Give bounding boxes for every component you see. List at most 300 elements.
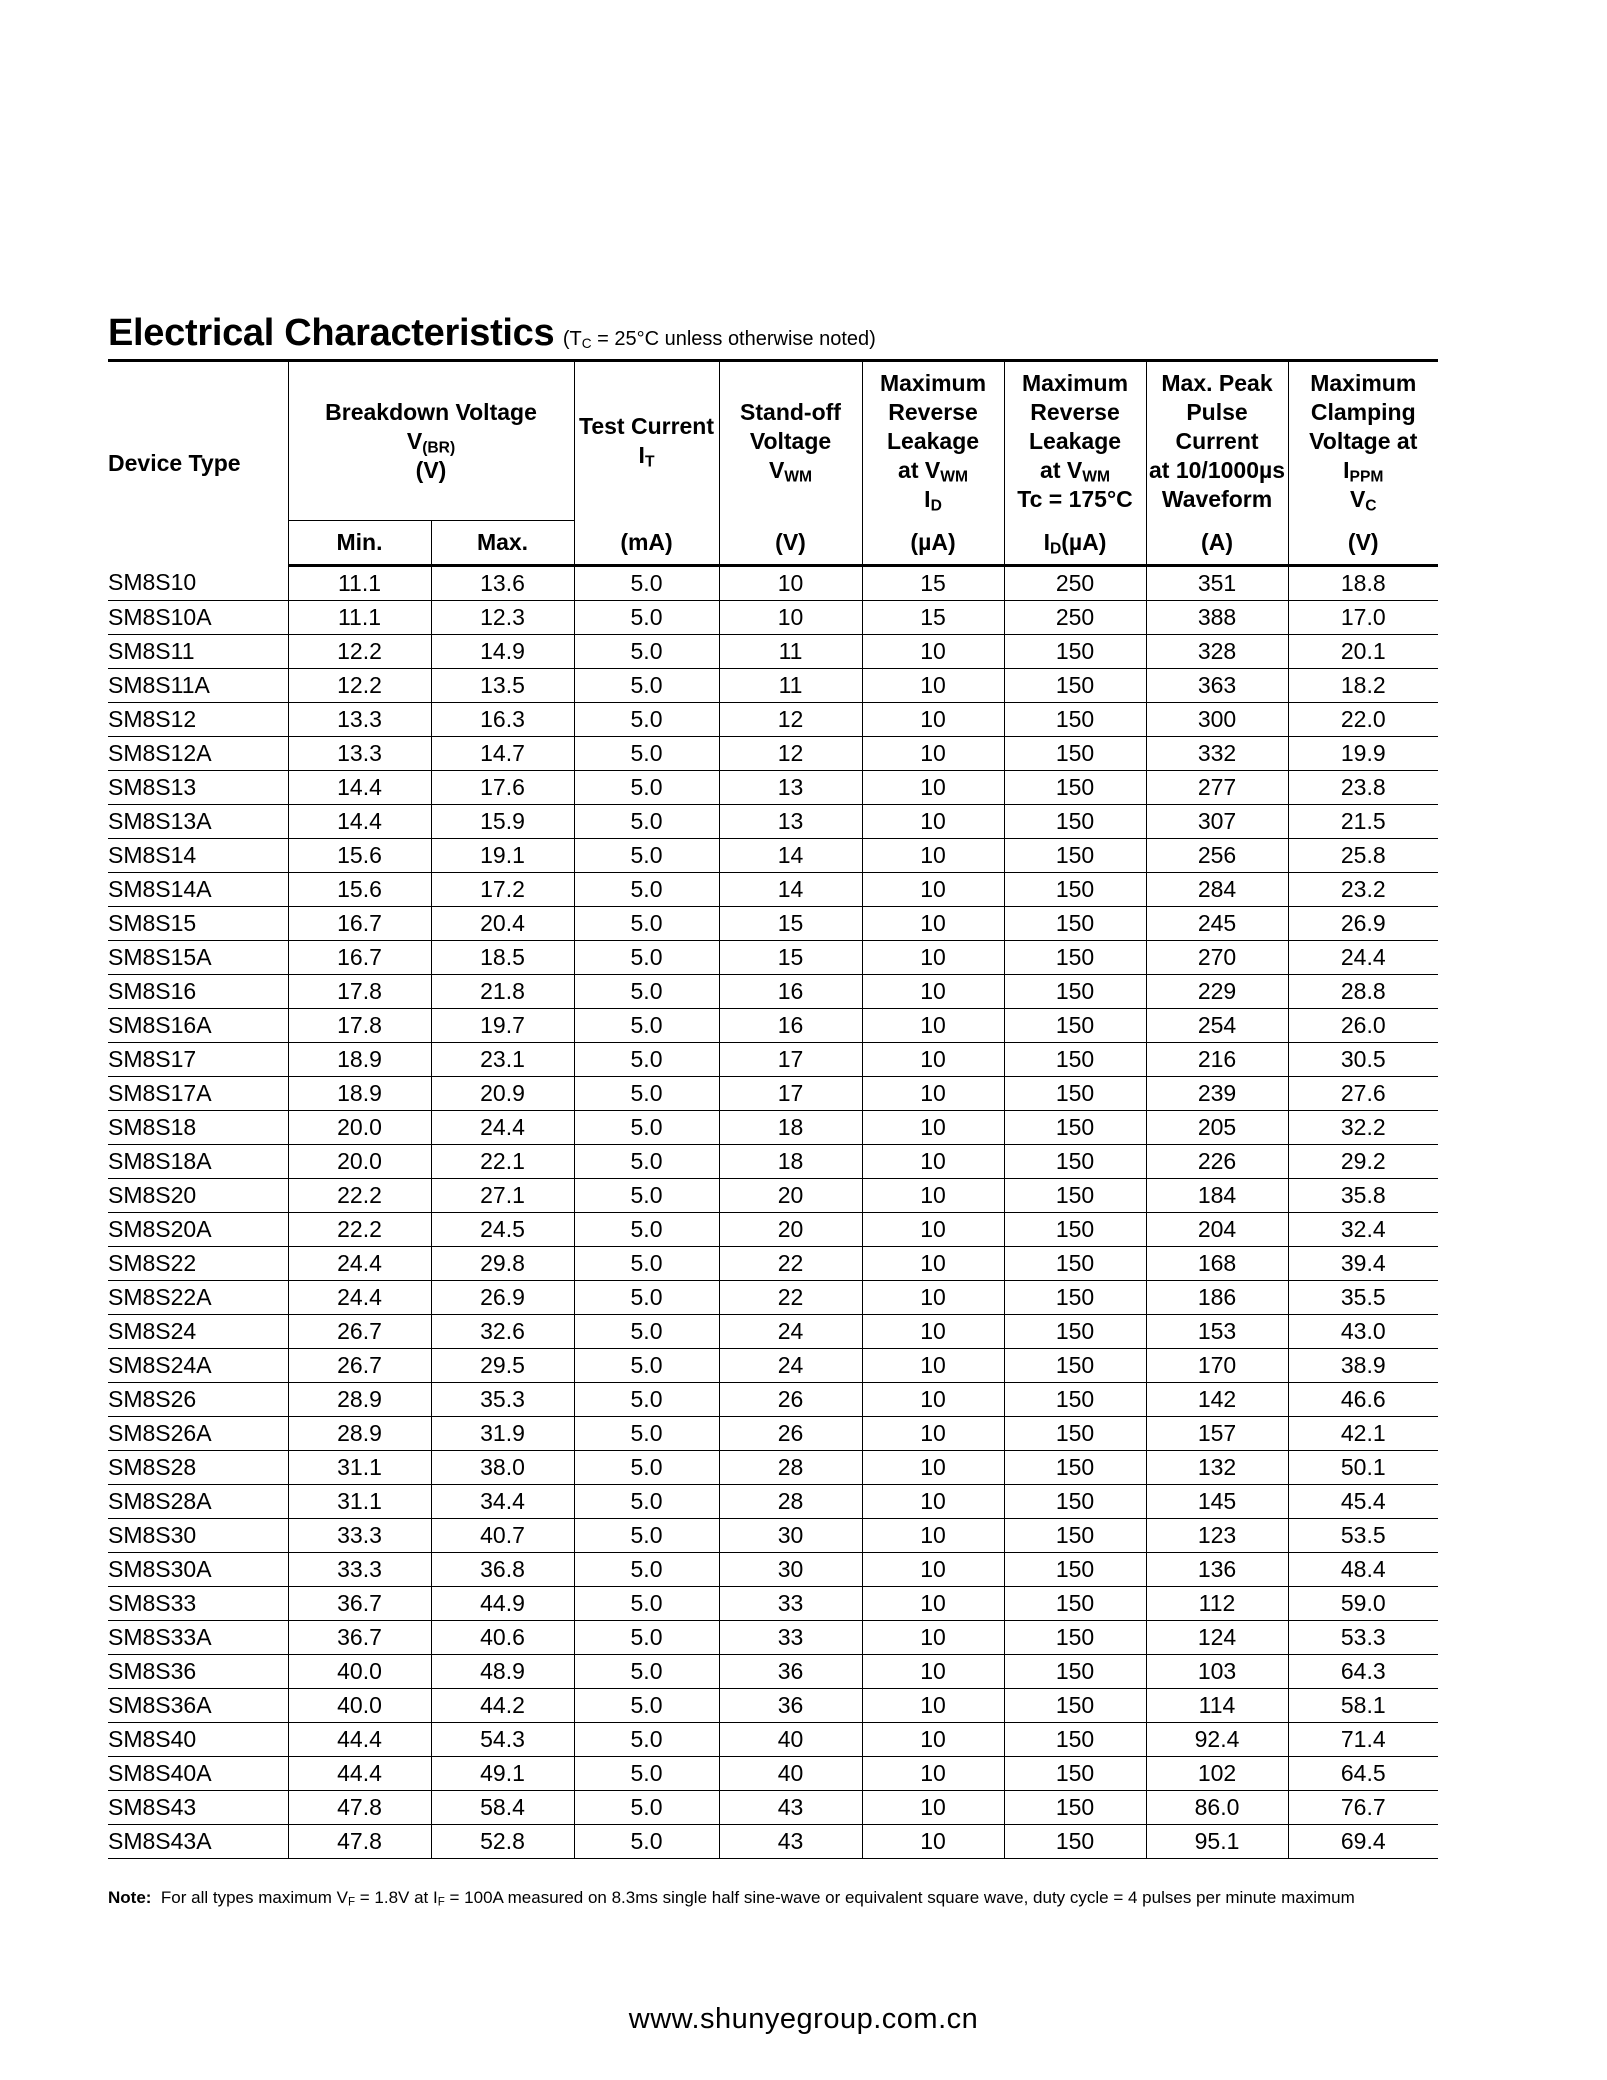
cell-vbr-min: 33.3: [288, 1519, 431, 1553]
cell-vbr-max: 20.9: [431, 1077, 574, 1111]
cell-vbr-min: 13.3: [288, 737, 431, 771]
table-row: [108, 1791, 1438, 1825]
cell-peak-current: 205: [1146, 1111, 1288, 1145]
header-text: Voltage: [749, 427, 832, 454]
cell-vbr-min: 16.7: [288, 907, 431, 941]
cell-leakage-hot: 150: [1004, 1417, 1146, 1451]
cell-device-type: SM8S43: [108, 1791, 288, 1825]
cell-leakage: 10: [862, 1621, 1004, 1655]
cell-test-current: 5.0: [574, 805, 719, 839]
cell-test-current: 5.0: [574, 703, 719, 737]
cell-standoff-voltage: 36: [719, 1689, 862, 1723]
cell-leakage-hot: 150: [1004, 703, 1146, 737]
cell-test-current: 5.0: [574, 737, 719, 771]
cell-device-type: SM8S40A: [108, 1757, 288, 1791]
cell-vbr-min: 47.8: [288, 1791, 431, 1825]
cell-vbr-max: 40.7: [431, 1519, 574, 1553]
electrical-characteristics-table: [108, 359, 1438, 1859]
table-row: [108, 1247, 1438, 1281]
cell-standoff-voltage: 13: [719, 805, 862, 839]
cell-leakage: 10: [862, 1247, 1004, 1281]
cell-peak-current: 332: [1146, 737, 1288, 771]
cell-leakage: 10: [862, 669, 1004, 703]
cell-standoff-voltage: 28: [719, 1451, 862, 1485]
cell-device-type: SM8S11: [108, 635, 288, 669]
cell-clamping-voltage: 39.4: [1288, 1247, 1438, 1281]
cell-vbr-max: 20.4: [431, 907, 574, 941]
cell-test-current: 5.0: [574, 1417, 719, 1451]
cell-leakage-hot: 150: [1004, 737, 1146, 771]
cell-leakage-hot: 150: [1004, 1383, 1146, 1417]
cell-peak-current: 351: [1146, 566, 1288, 601]
cell-leakage-hot: 150: [1004, 1757, 1146, 1791]
header-text: Breakdown Voltage: [325, 398, 537, 425]
cell-vbr-min: 17.8: [288, 975, 431, 1009]
cell-leakage-hot: 150: [1004, 1077, 1146, 1111]
cell-vbr-max: 13.5: [431, 669, 574, 703]
header-text: Reverse: [1030, 398, 1120, 425]
cell-device-type: SM8S15A: [108, 941, 288, 975]
cell-device-type: SM8S20: [108, 1179, 288, 1213]
cell-test-current: 5.0: [574, 1383, 719, 1417]
cell-clamping-voltage: 18.8: [1288, 566, 1438, 601]
cell-vbr-min: 12.2: [288, 669, 431, 703]
cell-peak-current: 170: [1146, 1349, 1288, 1383]
cell-peak-current: 216: [1146, 1043, 1288, 1077]
cell-leakage-hot: 150: [1004, 1655, 1146, 1689]
table-row: [108, 771, 1438, 805]
cell-clamping-voltage: 43.0: [1288, 1315, 1438, 1349]
cell-vbr-min: 40.0: [288, 1655, 431, 1689]
cell-leakage-hot: 150: [1004, 1519, 1146, 1553]
cell-standoff-voltage: 16: [719, 1009, 862, 1043]
cell-leakage-hot: 150: [1004, 1179, 1146, 1213]
cell-clamping-voltage: 59.0: [1288, 1587, 1438, 1621]
cell-test-current: 5.0: [574, 975, 719, 1009]
cell-peak-current: 102: [1146, 1757, 1288, 1791]
cell-leakage-hot: 150: [1004, 1111, 1146, 1145]
cell-vbr-max: 58.4: [431, 1791, 574, 1825]
cell-leakage: 10: [862, 1043, 1004, 1077]
cell-leakage: 10: [862, 703, 1004, 737]
table-row: [108, 669, 1438, 703]
cell-standoff-voltage: 28: [719, 1485, 862, 1519]
cell-device-type: SM8S16: [108, 975, 288, 1009]
cell-leakage-hot: 150: [1004, 1689, 1146, 1723]
cell-standoff-voltage: 36: [719, 1655, 862, 1689]
cell-vbr-min: 12.2: [288, 635, 431, 669]
cell-device-type: SM8S36: [108, 1655, 288, 1689]
cell-test-current: 5.0: [574, 1825, 719, 1859]
cell-test-current: 5.0: [574, 601, 719, 635]
cell-clamping-voltage: 46.6: [1288, 1383, 1438, 1417]
cell-device-type: SM8S12A: [108, 737, 288, 771]
unit-test-current: (mA): [574, 521, 719, 566]
cell-peak-current: 307: [1146, 805, 1288, 839]
cell-clamping-voltage: 32.4: [1288, 1213, 1438, 1247]
table-row: [108, 805, 1438, 839]
cell-vbr-min: 40.0: [288, 1689, 431, 1723]
cell-standoff-voltage: 22: [719, 1281, 862, 1315]
footer-website-url: www.shunyegroup.com.cn: [628, 2003, 979, 2035]
cell-vbr-max: 32.6: [431, 1315, 574, 1349]
cell-device-type: SM8S26A: [108, 1417, 288, 1451]
cell-test-current: 5.0: [574, 1179, 719, 1213]
cell-test-current: 5.0: [574, 1553, 719, 1587]
cell-standoff-voltage: 17: [719, 1077, 862, 1111]
cell-device-type: SM8S13A: [108, 805, 288, 839]
cell-vbr-min: 24.4: [288, 1281, 431, 1315]
cell-vbr-min: 17.8: [288, 1009, 431, 1043]
cell-device-type: SM8S24: [108, 1315, 288, 1349]
cell-vbr-min: 20.0: [288, 1145, 431, 1179]
cell-leakage: 10: [862, 635, 1004, 669]
note-subscript: F: [347, 1896, 356, 1909]
cell-test-current: 5.0: [574, 1145, 719, 1179]
cell-leakage: 10: [862, 737, 1004, 771]
header-text: Leakage: [886, 427, 980, 454]
table-row: [108, 1349, 1438, 1383]
cell-leakage: 10: [862, 1689, 1004, 1723]
cell-peak-current: 112: [1146, 1587, 1288, 1621]
cell-vbr-min: 33.3: [288, 1553, 431, 1587]
unit-max: Max.: [431, 521, 574, 566]
table-row: [108, 907, 1438, 941]
header-reverse-leakage: [862, 361, 1004, 521]
cell-vbr-min: 24.4: [288, 1247, 431, 1281]
unit-leakage: (µA): [862, 521, 1004, 566]
cell-vbr-max: 24.5: [431, 1213, 574, 1247]
cell-vbr-min: 47.8: [288, 1825, 431, 1859]
condition-text-rest: = 25°C unless otherwise noted): [591, 328, 876, 350]
note-text: = 100A measured on 8.3ms single half sine-wave or equivalent square wave, duty cycle = 4 pulses per minute maximum: [444, 1888, 1355, 1907]
header-text: Reverse: [888, 398, 978, 425]
cell-vbr-min: 44.4: [288, 1757, 431, 1791]
cell-clamping-voltage: 19.9: [1288, 737, 1438, 771]
cell-vbr-max: 49.1: [431, 1757, 574, 1791]
cell-vbr-min: 28.9: [288, 1383, 431, 1417]
table-row: [108, 1281, 1438, 1315]
table-row: [108, 1451, 1438, 1485]
section-heading: [108, 312, 1438, 355]
cell-peak-current: 124: [1146, 1621, 1288, 1655]
note-text: = 1.8V at I: [355, 1888, 438, 1907]
table-row: [108, 1383, 1438, 1417]
cell-test-current: 5.0: [574, 1009, 719, 1043]
header-symbol: $I_T$: [638, 442, 655, 471]
cell-peak-current: 186: [1146, 1281, 1288, 1315]
cell-device-type: SM8S33A: [108, 1621, 288, 1655]
cell-standoff-voltage: 30: [719, 1519, 862, 1553]
cell-leakage-hot: 150: [1004, 1247, 1146, 1281]
cell-peak-current: 184: [1146, 1179, 1288, 1213]
cell-vbr-min: 15.6: [288, 839, 431, 873]
cell-leakage: 10: [862, 1553, 1004, 1587]
cell-vbr-max: 29.8: [431, 1247, 574, 1281]
cell-test-current: 5.0: [574, 1451, 719, 1485]
cell-clamping-voltage: 35.5: [1288, 1281, 1438, 1315]
header-unit: (V): [415, 456, 447, 483]
cell-device-type: SM8S14A: [108, 873, 288, 907]
cell-vbr-max: 24.4: [431, 1111, 574, 1145]
cell-leakage: 10: [862, 771, 1004, 805]
cell-clamping-voltage: 64.5: [1288, 1757, 1438, 1791]
cell-peak-current: 239: [1146, 1077, 1288, 1111]
cell-test-current: 5.0: [574, 635, 719, 669]
table-row: [108, 601, 1438, 635]
cell-clamping-voltage: 38.9: [1288, 1349, 1438, 1383]
cell-standoff-voltage: 15: [719, 941, 862, 975]
cell-vbr-min: 22.2: [288, 1179, 431, 1213]
cell-vbr-max: 36.8: [431, 1553, 574, 1587]
cell-standoff-voltage: 24: [719, 1349, 862, 1383]
cell-vbr-max: 34.4: [431, 1485, 574, 1519]
cell-peak-current: 132: [1146, 1451, 1288, 1485]
cell-clamping-voltage: 28.8: [1288, 975, 1438, 1009]
cell-vbr-max: 29.5: [431, 1349, 574, 1383]
cell-device-type: SM8S22: [108, 1247, 288, 1281]
cell-clamping-voltage: 25.8: [1288, 839, 1438, 873]
cell-peak-current: 277: [1146, 771, 1288, 805]
cell-device-type: SM8S28: [108, 1451, 288, 1485]
cell-test-current: 5.0: [574, 1043, 719, 1077]
cell-peak-current: 123: [1146, 1519, 1288, 1553]
cell-standoff-voltage: 26: [719, 1417, 862, 1451]
cell-vbr-min: 31.1: [288, 1451, 431, 1485]
cell-leakage: 10: [862, 839, 1004, 873]
header-text: at $V_{WM}$: [898, 456, 968, 486]
cell-vbr-max: 21.8: [431, 975, 574, 1009]
cell-vbr-min: 11.1: [288, 601, 431, 635]
cell-standoff-voltage: 12: [719, 737, 862, 771]
cell-device-type: SM8S20A: [108, 1213, 288, 1247]
header-text: Pulse: [1186, 398, 1248, 425]
cell-peak-current: 254: [1146, 1009, 1288, 1043]
cell-device-type: SM8S30A: [108, 1553, 288, 1587]
cell-standoff-voltage: 43: [719, 1825, 862, 1859]
cell-vbr-max: 52.8: [431, 1825, 574, 1859]
header-text: Waveform: [1161, 485, 1273, 512]
cell-clamping-voltage: 53.5: [1288, 1519, 1438, 1553]
cell-clamping-voltage: 53.3: [1288, 1621, 1438, 1655]
cell-test-current: 5.0: [574, 1281, 719, 1315]
table-row: [108, 1077, 1438, 1111]
cell-clamping-voltage: 21.5: [1288, 805, 1438, 839]
footnote: [108, 1888, 1355, 1908]
cell-leakage-hot: 150: [1004, 1485, 1146, 1519]
cell-leakage: 10: [862, 1077, 1004, 1111]
cell-standoff-voltage: 20: [719, 1179, 862, 1213]
cell-vbr-max: 17.2: [431, 873, 574, 907]
cell-vbr-min: 36.7: [288, 1621, 431, 1655]
cell-vbr-max: 23.1: [431, 1043, 574, 1077]
cell-standoff-voltage: 14: [719, 873, 862, 907]
cell-leakage-hot: 250: [1004, 601, 1146, 635]
cell-test-current: 5.0: [574, 1247, 719, 1281]
cell-leakage-hot: 150: [1004, 805, 1146, 839]
cell-test-current: 5.0: [574, 1519, 719, 1553]
cell-test-current: 5.0: [574, 566, 719, 601]
unit-standoff: (V): [719, 521, 862, 566]
cell-leakage-hot: 150: [1004, 1349, 1146, 1383]
table-row: [108, 1485, 1438, 1519]
cell-peak-current: 157: [1146, 1417, 1288, 1451]
header-clamping-voltage: [1288, 361, 1438, 521]
header-text: Current: [1175, 427, 1259, 454]
cell-leakage: 15: [862, 566, 1004, 601]
cell-leakage-hot: 150: [1004, 1791, 1146, 1825]
cell-clamping-voltage: 50.1: [1288, 1451, 1438, 1485]
cell-clamping-voltage: 48.4: [1288, 1553, 1438, 1587]
cell-standoff-voltage: 33: [719, 1621, 862, 1655]
cell-device-type: SM8S33: [108, 1587, 288, 1621]
cell-leakage-hot: 150: [1004, 771, 1146, 805]
cell-vbr-min: 20.0: [288, 1111, 431, 1145]
cell-leakage-hot: 150: [1004, 1315, 1146, 1349]
cell-standoff-voltage: 13: [719, 771, 862, 805]
cell-clamping-voltage: 69.4: [1288, 1825, 1438, 1859]
cell-vbr-max: 54.3: [431, 1723, 574, 1757]
cell-standoff-voltage: 17: [719, 1043, 862, 1077]
cell-vbr-max: 35.3: [431, 1383, 574, 1417]
table-row: [108, 1621, 1438, 1655]
cell-leakage: 10: [862, 1723, 1004, 1757]
cell-peak-current: 229: [1146, 975, 1288, 1009]
cell-clamping-voltage: 76.7: [1288, 1791, 1438, 1825]
cell-test-current: 5.0: [574, 1587, 719, 1621]
cell-test-current: 5.0: [574, 873, 719, 907]
header-text: at $V_{WM}$: [1040, 456, 1110, 486]
cell-device-type: SM8S24A: [108, 1349, 288, 1383]
header-peak-pulse-current: [1146, 361, 1288, 521]
cell-clamping-voltage: 27.6: [1288, 1077, 1438, 1111]
cell-leakage: 10: [862, 1009, 1004, 1043]
cell-vbr-max: 14.7: [431, 737, 574, 771]
table-row: [108, 1417, 1438, 1451]
cell-clamping-voltage: 30.5: [1288, 1043, 1438, 1077]
cell-device-type: SM8S12: [108, 703, 288, 737]
header-text: at 10/1000µs: [1149, 456, 1286, 483]
cell-leakage-hot: 150: [1004, 1281, 1146, 1315]
cell-leakage-hot: 150: [1004, 1825, 1146, 1859]
cell-vbr-max: 14.9: [431, 635, 574, 669]
cell-clamping-voltage: 71.4: [1288, 1723, 1438, 1757]
header-symbol: $I_D$: [924, 485, 942, 515]
cell-device-type: SM8S10: [108, 566, 288, 601]
cell-leakage-hot: 150: [1004, 1213, 1146, 1247]
cell-device-type: SM8S17: [108, 1043, 288, 1077]
table-row: [108, 1043, 1438, 1077]
cell-peak-current: 256: [1146, 839, 1288, 873]
cell-vbr-max: 48.9: [431, 1655, 574, 1689]
cell-test-current: 5.0: [574, 907, 719, 941]
cell-leakage: 10: [862, 1179, 1004, 1213]
cell-clamping-voltage: 22.0: [1288, 703, 1438, 737]
cell-vbr-max: 19.7: [431, 1009, 574, 1043]
cell-vbr-min: 26.7: [288, 1349, 431, 1383]
cell-peak-current: 270: [1146, 941, 1288, 975]
cell-leakage: 10: [862, 1315, 1004, 1349]
cell-standoff-voltage: 18: [719, 1111, 862, 1145]
cell-vbr-min: 18.9: [288, 1077, 431, 1111]
cell-test-current: 5.0: [574, 1315, 719, 1349]
table-row: [108, 1723, 1438, 1757]
cell-leakage: 10: [862, 805, 1004, 839]
cell-test-current: 5.0: [574, 1757, 719, 1791]
cell-peak-current: 168: [1146, 1247, 1288, 1281]
cell-vbr-max: 22.1: [431, 1145, 574, 1179]
cell-leakage-hot: 150: [1004, 1723, 1146, 1757]
cell-device-type: SM8S10A: [108, 601, 288, 635]
cell-vbr-max: 44.2: [431, 1689, 574, 1723]
condition-subscript: C: [581, 335, 592, 351]
unit-peak-current: (A): [1146, 521, 1288, 566]
cell-test-current: 5.0: [574, 941, 719, 975]
cell-vbr-min: 26.7: [288, 1315, 431, 1349]
table-row: [108, 1315, 1438, 1349]
cell-leakage: 10: [862, 941, 1004, 975]
cell-standoff-voltage: 30: [719, 1553, 862, 1587]
cell-standoff-voltage: 43: [719, 1791, 862, 1825]
cell-standoff-voltage: 11: [719, 635, 862, 669]
cell-peak-current: 145: [1146, 1485, 1288, 1519]
cell-test-current: 5.0: [574, 1485, 719, 1519]
cell-vbr-min: 28.9: [288, 1417, 431, 1451]
cell-leakage-hot: 150: [1004, 1553, 1146, 1587]
cell-peak-current: 95.1: [1146, 1825, 1288, 1859]
table-row: [108, 1519, 1438, 1553]
table-row: [108, 566, 1438, 601]
cell-test-current: 5.0: [574, 1621, 719, 1655]
cell-leakage: 10: [862, 1757, 1004, 1791]
cell-leakage: 10: [862, 1485, 1004, 1519]
table-row: [108, 839, 1438, 873]
cell-vbr-max: 44.9: [431, 1587, 574, 1621]
cell-standoff-voltage: 24: [719, 1315, 862, 1349]
cell-leakage: 10: [862, 1145, 1004, 1179]
cell-vbr-min: 31.1: [288, 1485, 431, 1519]
cell-test-current: 5.0: [574, 839, 719, 873]
cell-device-type: SM8S18A: [108, 1145, 288, 1179]
cell-leakage-hot: 150: [1004, 1145, 1146, 1179]
cell-clamping-voltage: 24.4: [1288, 941, 1438, 975]
header-standoff-voltage: [719, 361, 862, 521]
cell-standoff-voltage: 16: [719, 975, 862, 1009]
table-header: [108, 361, 1438, 566]
cell-device-type: SM8S22A: [108, 1281, 288, 1315]
cell-leakage-hot: 250: [1004, 566, 1146, 601]
cell-clamping-voltage: 23.8: [1288, 771, 1438, 805]
header-row: [108, 361, 1438, 521]
cell-leakage: 10: [862, 1349, 1004, 1383]
cell-standoff-voltage: 40: [719, 1723, 862, 1757]
cell-leakage-hot: 150: [1004, 1043, 1146, 1077]
cell-test-current: 5.0: [574, 771, 719, 805]
cell-leakage: 10: [862, 1825, 1004, 1859]
cell-leakage-hot: 150: [1004, 1621, 1146, 1655]
cell-peak-current: 245: [1146, 907, 1288, 941]
note-subscript: F: [437, 1896, 445, 1909]
test-condition: [563, 328, 876, 350]
cell-peak-current: 300: [1146, 703, 1288, 737]
header-text: Maximum: [1021, 369, 1129, 396]
cell-peak-current: 363: [1146, 669, 1288, 703]
cell-vbr-min: 14.4: [288, 805, 431, 839]
cell-clamping-voltage: 26.0: [1288, 1009, 1438, 1043]
cell-clamping-voltage: 23.2: [1288, 873, 1438, 907]
cell-leakage-hot: 150: [1004, 1587, 1146, 1621]
header-text: Maximum: [1310, 369, 1417, 396]
